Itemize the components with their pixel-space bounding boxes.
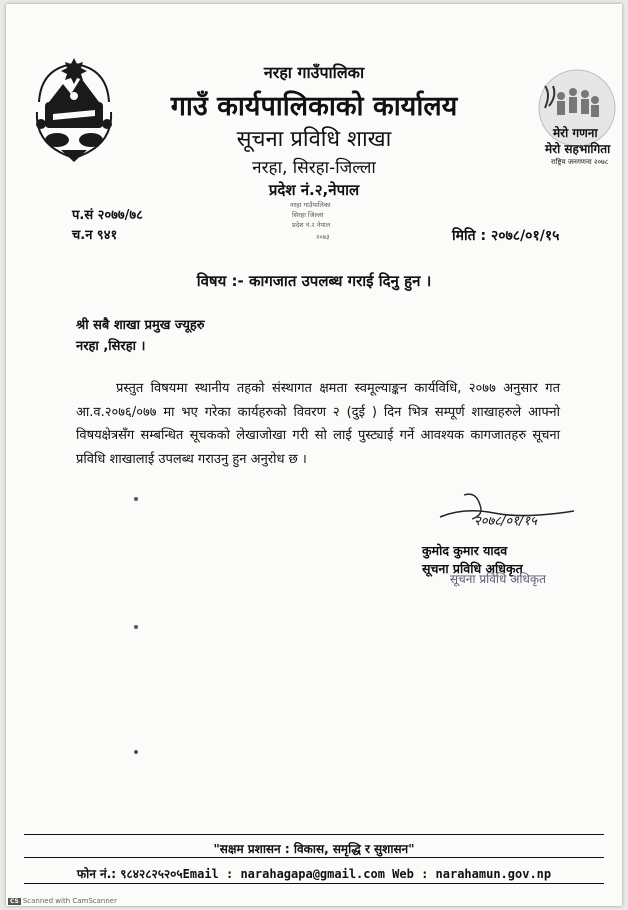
letter-body-text: प्रस्तुत विषयमा स्थानीय तहको संस्थागत क्षमता स्वमूल्याङ्कन कार्यविधि, २०७७ अनुसार गत आ.व.२०७६/०७७ मा भए गरेका कार्यहरुको विवरण २ (दुई ) दिन भित्र सम्पूर्ण शाखाहरुले आफ्नो विषयक्षेत्रसँग सम्बन्धित सूचकको लेखाजोखा गरी सो लाई पुस्ट्याई गर्ने आवश्यक कागजातहरु सूचना प्रविधि शाखालाई उपलब्ध गराउनु हुन अनुरोध छ । — [76, 381, 560, 467]
footer-rule-mid — [24, 857, 604, 858]
municipality-name: नरहा गाउँपालिका — [263, 63, 365, 82]
letter-page — [6, 4, 622, 906]
scan-dot — [134, 625, 138, 629]
stamp-line3: प्रदेश नं.२ नेपाल — [292, 221, 331, 229]
scan-dot — [134, 750, 138, 754]
reference-chana: च.न ९४१ — [72, 228, 118, 243]
footer-motto: "सक्षम प्रशासन : विकास, समृद्धि र सुशासन" — [213, 842, 415, 856]
footer-web[interactable]: narahamun.gov.np — [435, 867, 552, 881]
signature-date: २०७८/०१/१५ — [474, 514, 537, 529]
province: प्रदेश नं.२,नेपाल — [268, 181, 360, 199]
footer-rule-bottom — [24, 883, 604, 884]
census-logo — [531, 68, 623, 180]
census-line3: राष्ट्रिय जनगणना २०७८ — [551, 158, 609, 166]
census-line2: मेरो सहभागिता — [545, 142, 611, 156]
subject-line: विषय :- कागजात उपलब्ध गराई दिनु हुन । — [196, 272, 432, 290]
scanner-watermark — [8, 897, 117, 905]
footer-rule-top — [24, 834, 604, 835]
letter-body — [76, 377, 560, 471]
camscanner-icon: CS — [10, 898, 19, 905]
census-line1: मेरो गणना — [553, 126, 598, 140]
office-stamp — [286, 200, 368, 252]
address: नरहा, सिरहा-जिल्ला — [252, 158, 376, 178]
signatory-seal: सूचना प्रविधि अधिकृत — [450, 572, 546, 586]
scanner-text: Scanned with CamScanner — [22, 897, 117, 905]
office-name: गाउँ कार्यपालिकाको कार्यालय — [170, 91, 458, 122]
footer-web-label: Web : — [384, 867, 436, 881]
reference-ps: प.सं २०७७/७८ — [72, 208, 143, 223]
footer-email-label: Email : — [182, 867, 241, 881]
recipient-line2: नरहा ,सिरहा । — [76, 339, 146, 354]
recipient-line1: श्री सबै शाखा प्रमुख ज्यूहरु — [76, 318, 205, 333]
branch-name: सूचना प्रविधि शाखा — [236, 127, 392, 152]
signatory-name: कुमोद कुमार यादव — [422, 543, 508, 558]
stamp-line1: नरहा गाउँपालिका — [290, 201, 331, 209]
footer-phone: फोन नं.: ९८४२८२५२०५ — [76, 867, 183, 881]
letter-date: मिति : २०७८/०१/१५ — [452, 228, 560, 244]
stamp-line4: २०७३ — [316, 233, 330, 241]
signatory-designation: सूचना प्रविधि अधिकृत — [422, 561, 523, 576]
scan-dot — [134, 497, 138, 501]
footer-email[interactable]: narahagapa@gmail.com — [240, 867, 385, 881]
stamp-line2: सिरहा जिल्ला — [292, 211, 324, 219]
footer-contact — [6, 865, 622, 882]
